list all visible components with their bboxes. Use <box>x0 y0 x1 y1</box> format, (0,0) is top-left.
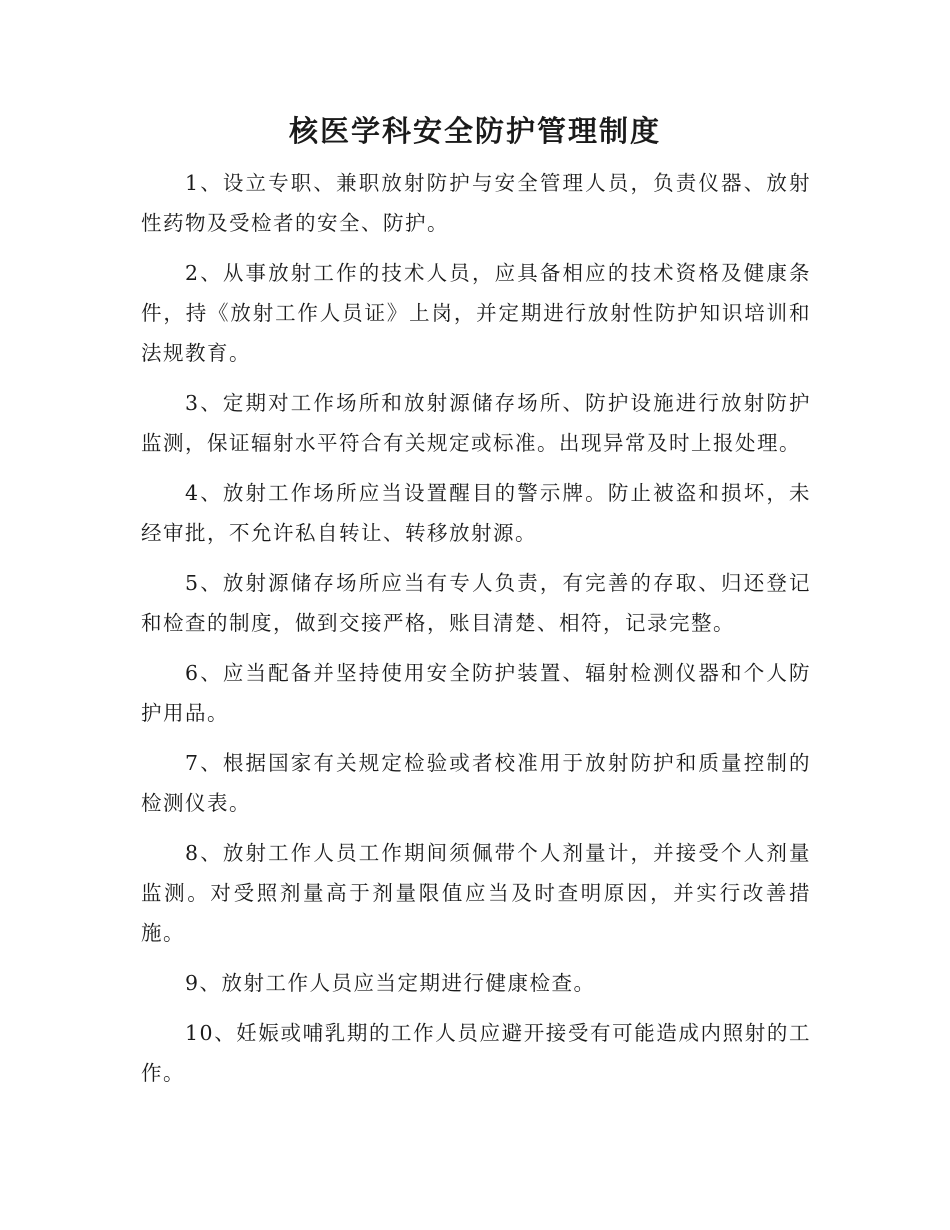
rule-item-9: 9、放射工作人员应当定期进行健康检查。 <box>185 971 596 995</box>
rule-item-4: 4、放射工作场所应当设置醒目的警示牌。防止被盗和损坏，未经审批，不允许私自转让、转移放射源。 <box>141 481 811 545</box>
rule-item-3: 3、定期对工作场所和放射源储存场所、防护设施进行放射防护监测，保证辐射水平符合有关规定或标准。出现异常及时上报处理。 <box>141 391 811 455</box>
rule-item-10: 10、妊娠或哺乳期的工作人员应避开接受有可能造成内照射的工作。 <box>141 1021 811 1085</box>
rule-item-5: 5、放射源储存场所应当有专人负责，有完善的存取、归还登记和检查的制度，做到交接严格，账目清楚、相符，记录完整。 <box>141 571 811 635</box>
rule-item-1: 1、设立专职、兼职放射防护与安全管理人员，负责仪器、放射性药物及受检者的安全、防护。 <box>141 171 811 235</box>
rule-item-7: 7、根据国家有关规定检验或者校准用于放射防护和质量控制的检测仪表。 <box>141 751 811 815</box>
document-title: 核医学科安全防护管理制度 <box>288 114 661 148</box>
rule-item-2: 2、从事放射工作的技术人员，应具备相应的技术资格及健康条件，持《放射工作人员证》上岗，并定期进行放射性防护知识培训和法规教育。 <box>141 261 811 365</box>
rule-item-6: 6、应当配备并坚持使用安全防护装置、辐射检测仪器和个人防护用品。 <box>141 661 811 725</box>
rules-list <box>141 163 811 1103</box>
rule-item-8: 8、放射工作人员工作期间须佩带个人剂量计，并接受个人剂量监测。对受照剂量高于剂量限值应当及时查明原因，并实行改善措施。 <box>141 841 811 945</box>
